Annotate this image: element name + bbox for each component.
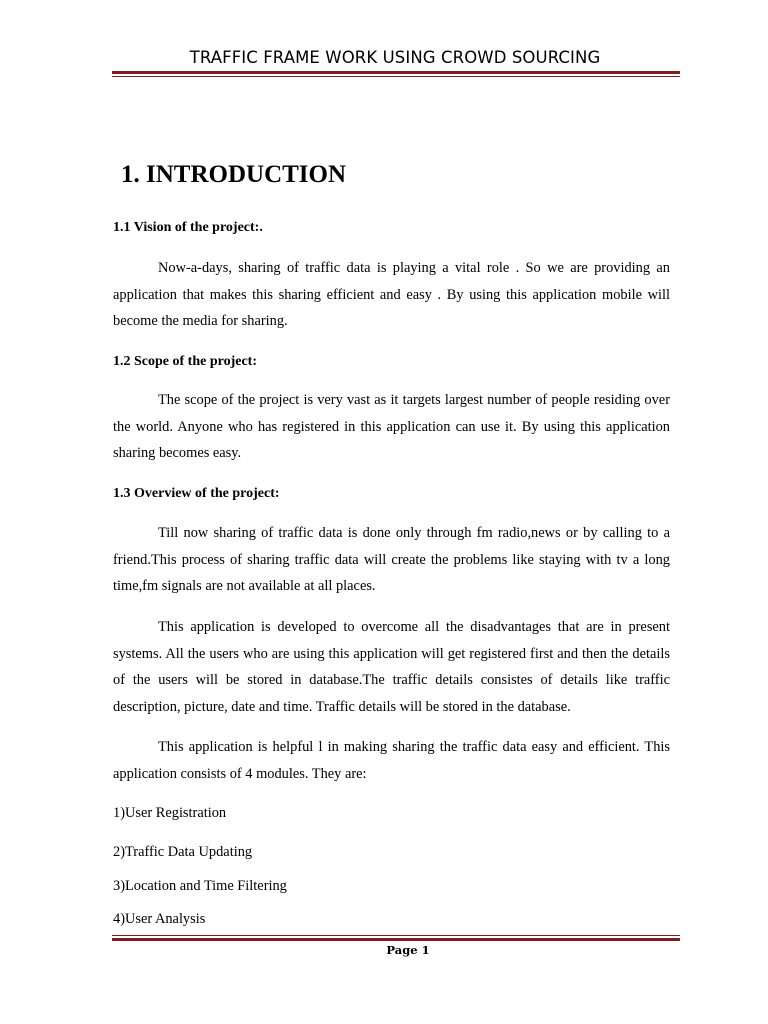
section-heading-scope: 1.2 Scope of the project:: [113, 354, 257, 369]
page-number: Page 1: [386, 943, 430, 957]
running-header-title: TRAFFIC FRAME WORK USING CROWD SOURCING: [189, 48, 601, 67]
module-item-traffic-data-updating: 2)Traffic Data Updating: [113, 844, 253, 860]
paragraph-vision: Now-a-days, sharing of traffic data is playing a vital role . So we are providing an application that makes this sharing efficient and easy . By using this application mobile will become the media for sharing.: [113, 260, 670, 330]
paragraph-overview-2: This application is developed to overcome all the disadvantages that are in present systems. All the users who are using this application will get registered first and then the details of the users will be stored in database.The traffic details consistes of details like traffic description, picture, date and time. Traffic details will be stored in the database.: [113, 619, 670, 715]
module-item-user-registration: 1)User Registration: [113, 805, 227, 821]
paragraph-overview-3: This application is helpful l in making sharing the traffic data easy and efficient. This application consists of 4 modules. They are:: [113, 739, 670, 782]
header-rule-thin: [112, 76, 680, 77]
section-heading-overview: 1.3 Overview of the project:: [113, 486, 280, 501]
footer-rule-thick: [112, 938, 680, 941]
module-item-user-analysis: 4)User Analysis: [113, 911, 206, 927]
chapter-title: 1. INTRODUCTION: [121, 161, 347, 188]
paragraph-overview-1: Till now sharing of traffic data is done only through fm radio,news or by calling to a friend.This process of sharing traffic data will create the problems like staying with tv a long time,fm signals are not available at all places.: [113, 525, 670, 595]
section-heading-vision: 1.1 Vision of the project:.: [113, 220, 263, 235]
paragraph-scope: The scope of the project is very vast as it targets largest number of people residing over the world. Anyone who has registered in this application can use it. By using this application sharing becomes easy.: [113, 392, 670, 462]
footer-rule-thin: [112, 935, 680, 936]
module-item-location-time-filtering: 3)Location and Time Filtering: [113, 878, 287, 894]
header-rule-thick: [112, 71, 680, 74]
